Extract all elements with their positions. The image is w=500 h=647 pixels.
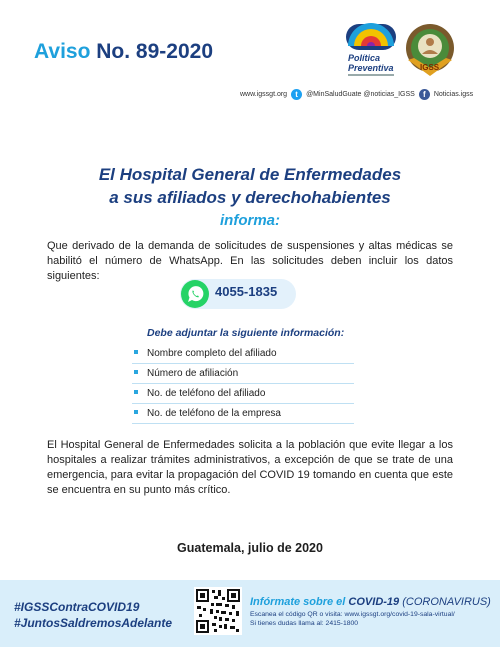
info-phone-text: Si tienes dudas llama al: 2415-1800	[250, 620, 359, 627]
list-item: No. de teléfono del afiliado	[132, 384, 354, 404]
intro-paragraph: Que derivado de la demanda de solicitudes de suspensiones y altas médicas se habilitó el número de WhatsApp. En las solicitudes deben incluir los datos siguientes:	[47, 240, 453, 282]
svg-text:IGSS: IGSS	[420, 63, 440, 72]
hashtag-igss-covid: #IGSSContraCOVID19	[14, 600, 140, 614]
twitter-icon: t	[291, 89, 302, 100]
notice-title	[34, 40, 213, 64]
list-item: Nombre completo del afiliado	[132, 344, 354, 364]
info-qr-text: Escanea el código QR o visita: www.igssgt.org/covid-19-sala-virtual/	[250, 611, 455, 618]
heading-line-1: El Hospital General de Enfermedades	[98, 165, 402, 184]
requirements-title: Debe adjuntar la siguiente información:	[147, 327, 345, 339]
facebook-icon: f	[419, 89, 430, 100]
bullet-icon	[134, 390, 138, 394]
notice-number: No. 89-2020	[96, 40, 213, 63]
facebook-page[interactable]: Noticias.igss	[433, 91, 474, 98]
announcement-heading	[0, 163, 500, 232]
twitter-handles[interactable]: @MinSaludGuate @noticias_IGSS	[306, 91, 415, 98]
notice-label: Aviso	[34, 40, 91, 63]
qr-code[interactable]	[194, 587, 242, 635]
whatsapp-number[interactable]: 4055-1835	[215, 284, 278, 299]
politica-preventiva-logo	[342, 20, 400, 80]
closing-paragraph: El Hospital General de Enfermedades solicita a la población que evite llegar a los hospitales a realizar trámites administrativos, a excepción de que se trate de una emergencia, para evitar la propagación del COVID 19 tomando en cuenta que este se encuentra en su punto más crítico.	[47, 439, 453, 496]
hashtag-juntos: #JuntosSaldremosAdelante	[14, 616, 173, 630]
date-line: Guatemala, julio de 2020	[177, 541, 323, 555]
info-title: Infórmate sobre el COVID-19 (CORONAVIRUS)	[250, 596, 491, 608]
list-item: No. de teléfono de la empresa	[132, 404, 354, 424]
bullet-icon	[134, 350, 138, 354]
contact-bar	[240, 89, 473, 100]
svg-text:Política: Política	[348, 53, 381, 63]
requirements-list	[132, 344, 354, 424]
bullet-icon	[134, 370, 138, 374]
igss-logo	[402, 20, 458, 80]
bullet-icon	[134, 410, 138, 414]
heading-informa: informa:	[220, 212, 280, 229]
whatsapp-icon	[180, 279, 210, 309]
heading-line-2: a sus afiliados y derechohabientes	[109, 188, 391, 207]
svg-text:Preventiva: Preventiva	[348, 63, 394, 73]
list-item: Número de afiliación	[132, 364, 354, 384]
website-link[interactable]: www.igssgt.org	[240, 91, 288, 98]
